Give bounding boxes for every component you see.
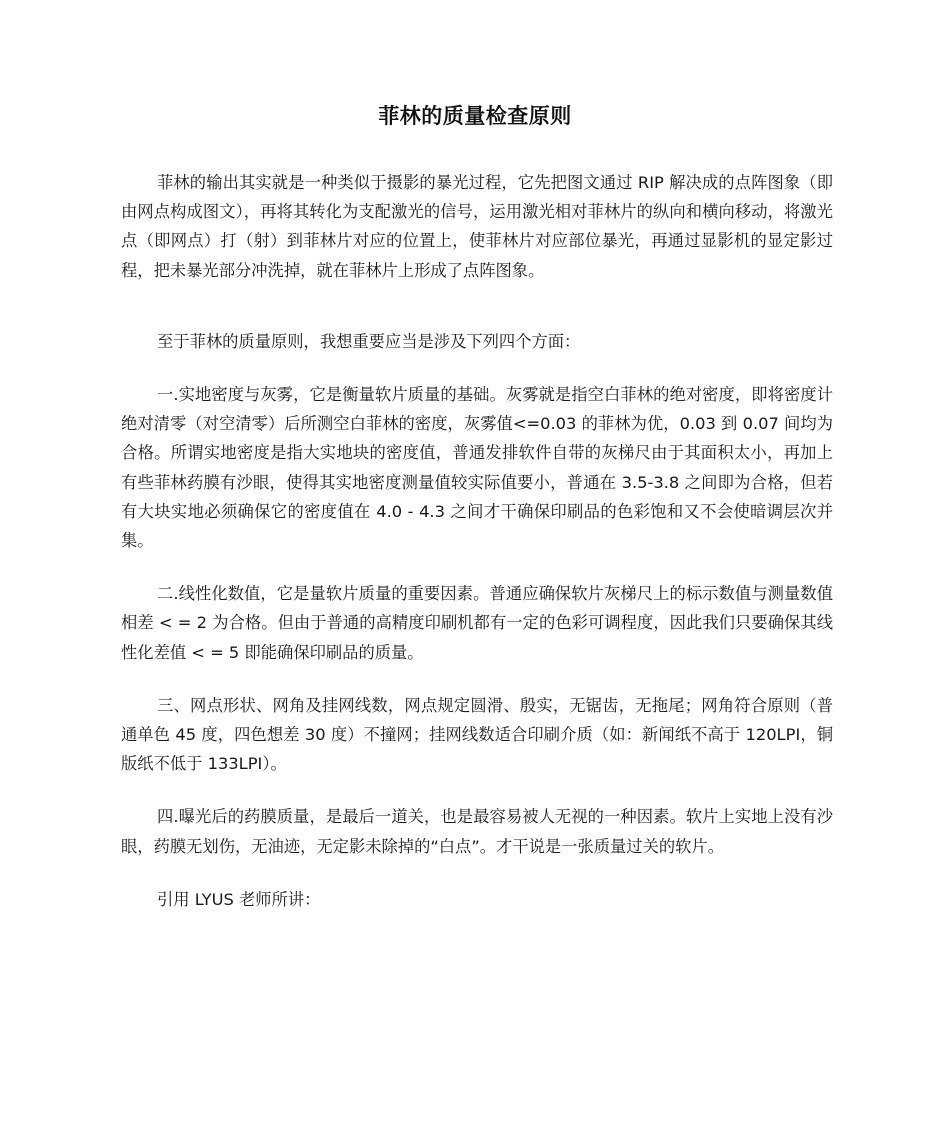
paragraph-quote-lead: 引用 LYUS 老师所讲： xyxy=(157,889,321,909)
paragraph-emulsion-quality: 四.曝光后的药膜质量，是最后一道关，也是最容易被人无视的一种因素。软片上实地上没有沙眼，药膜无划伤，无油迹，无定影未除掉的“白点”。才干说是一张质量过关的软片。 xyxy=(121,807,833,856)
document-body xyxy=(121,168,833,914)
paragraph-density-fog: 一.实地密度与灰雾，它是衡量软片质量的基础。灰雾就是指空白菲林的绝对密度，即将密度计绝对清零（对空清零）后所测空白菲林的密度，灰雾值<=0.03 的菲林为优，0.03 到 0.07 间均为合格。所谓实地密度是指大实地块的密度值，普通发排软件自带的灰梯尺由于其面积太小，再加上有些菲林药膜有沙眼，使得其实地密度测量值较实际值要小，普通在 3.5-3.8 之间即为合格，但若有大块实地必须确保它的密度值在 4.0 - 4.3 之间才干确保印刷品的色彩饱和又不会使暗调层次并集。 xyxy=(121,385,833,551)
paragraph-principles-lead: 至于菲林的质量原则，我想重要应当是涉及下列四个方面： xyxy=(157,331,581,351)
paragraph-linearization: 二.线性化数值，它是量软片质量的重要因素。普通应确保软片灰梯尺上的标示数值与测量数值相差 < = 2 为合格。但由于普通的高精度印刷机都有一定的色彩可调程度，因此我们只要确保其线性化差值 < = 5 即能确保印刷品的质量。 xyxy=(121,584,833,662)
document-title: 菲林的质量检查原则 xyxy=(378,104,572,128)
paragraph-dot-shape: 三、网点形状、网角及挂网线数，网点规定圆滑、殷实，无锯齿，无拖尾；网角符合原则（普通单色 45 度，四色想差 30 度）不撞网；挂网线数适合印刷介质（如：新闻纸不高于 120LPI，铜版纸不低于 133LPI）。 xyxy=(121,695,833,774)
paragraph-intro: 菲林的输出其实就是一种类似于摄影的暴光过程，它先把图文通过 RIP 解决成的点阵图象（即由网点构成图文），再将其转化为支配激光的信号，运用激光相对菲林片的纵向和横向移动，将激光点（即网点）打（射）到菲林片对应的位置上，使菲林片对应部位暴光，再通过显影机的显定影过程，把未暴光部分冲洗掉，就在菲林片上形成了点阵图象。 xyxy=(121,173,833,280)
